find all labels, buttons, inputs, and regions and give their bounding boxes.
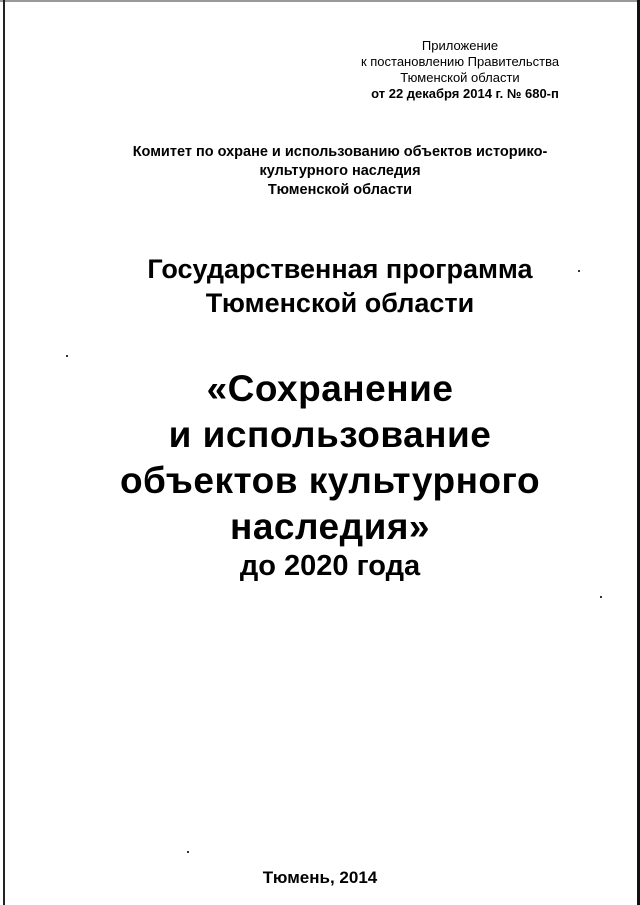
appendix-date-number: от 22 декабря 2014 г. № 680-п: [371, 86, 559, 101]
appendix-region: Тюменской области: [400, 70, 520, 85]
program-heading: [60, 252, 620, 320]
scan-speck: [66, 355, 68, 357]
program-heading-line-1: Государственная программа: [147, 254, 533, 284]
place-year: Тюмень, 2014: [262, 868, 378, 887]
program-title-line-4: наследия»: [230, 506, 430, 547]
scan-left-edge: [3, 0, 5, 905]
program-title: [40, 366, 620, 550]
scan-top-edge: [0, 0, 640, 2]
program-title-line-2: и использование: [168, 414, 492, 455]
scan-speck: [187, 851, 189, 853]
program-heading-line-2: Тюменской области: [205, 288, 475, 318]
program-title-line-3: объектов культурного: [119, 460, 541, 501]
committee-line-2: культурного наследия: [259, 163, 421, 179]
appendix-block: [340, 38, 580, 102]
program-term: до 2020 года: [239, 550, 421, 582]
scan-speck: [600, 596, 602, 598]
committee-line-1: Комитет по охране и использованию объектов историко-: [132, 144, 548, 160]
committee-name: [70, 143, 610, 200]
appendix-title: Приложение: [421, 38, 499, 53]
appendix-resolution: к постановлению Правительства: [360, 54, 560, 69]
committee-line-3: Тюменской области: [267, 182, 413, 198]
program-title-line-1: «Сохранение: [206, 368, 454, 409]
